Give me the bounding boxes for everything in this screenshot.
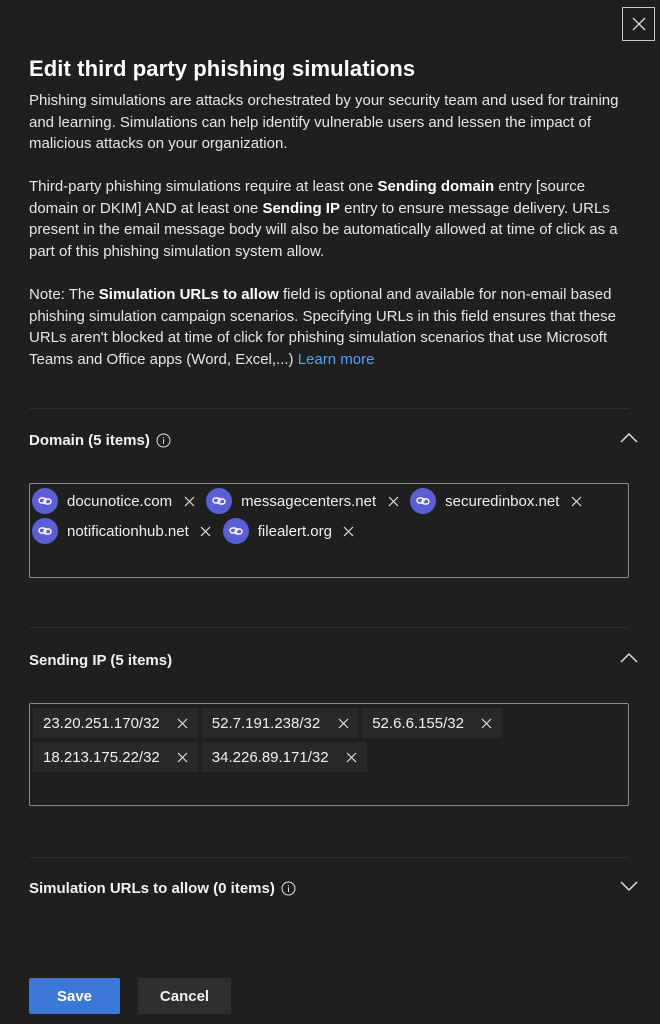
domain-tag: docunotice.com bbox=[32, 487, 200, 515]
simulation-urls-section-label: Simulation URLs to allow (0 items) bbox=[29, 879, 275, 897]
divider bbox=[29, 408, 629, 409]
link-icon bbox=[206, 488, 232, 514]
link-icon bbox=[32, 518, 58, 544]
close-button[interactable] bbox=[622, 7, 655, 41]
domain-input[interactable] bbox=[29, 483, 629, 578]
chevron-down-icon[interactable] bbox=[619, 879, 639, 893]
link-icon bbox=[410, 488, 436, 514]
simulation-urls-term: Simulation URLs to allow bbox=[98, 286, 279, 303]
domain-section-header[interactable] bbox=[29, 425, 639, 455]
remove-tag-icon[interactable] bbox=[345, 750, 359, 764]
domain-tag: filealert.org bbox=[223, 517, 360, 545]
domain-tag: messagecenters.net bbox=[206, 487, 404, 515]
ip-tag: 52.7.191.238/32 bbox=[202, 708, 358, 738]
remove-tag-icon[interactable] bbox=[386, 494, 400, 508]
chevron-up-icon[interactable] bbox=[619, 651, 639, 665]
remove-tag-icon[interactable] bbox=[182, 494, 196, 508]
cancel-button[interactable]: Cancel bbox=[138, 978, 231, 1014]
save-button[interactable]: Save bbox=[29, 978, 120, 1014]
intro-paragraph: Phishing simulations are attacks orchestrated by your security team and used for training and learning. Simulations can help identify vulnerable users and lessen the impact of malicious attacks on your organization. bbox=[29, 92, 619, 152]
note-paragraph: Note: The Simulation URLs to allow field is optional and available for non-email based phishing simulation campaign scenarios. Specifying URLs in this field ensures that these URLs aren't blocked at time of click for phishing simulation scenarios that use Microsoft Teams and Office apps (Word, Excel,...) Learn more bbox=[29, 286, 616, 368]
sending-ip-term: Sending IP bbox=[262, 199, 340, 217]
simulation-urls-section-header[interactable] bbox=[29, 873, 639, 903]
ip-tag: 52.6.6.155/32 bbox=[362, 708, 502, 738]
remove-tag-icon[interactable] bbox=[342, 524, 356, 538]
sending-ip-section-header[interactable] bbox=[29, 645, 639, 675]
sending-ip-input[interactable] bbox=[29, 703, 629, 806]
divider bbox=[29, 857, 629, 858]
requirements-paragraph: Third-party phishing simulations require at least one Sending domain entry [source domain or DKIM] AND at least one Sending IP entry to ensure message delivery. URLs present in the email message body will also be automatically allowed at time of click as a part of this phishing simulation system allow. bbox=[29, 178, 618, 260]
remove-tag-icon[interactable] bbox=[480, 716, 494, 730]
chevron-up-icon[interactable] bbox=[619, 431, 639, 445]
ip-tag: 23.20.251.170/32 bbox=[33, 708, 198, 738]
remove-tag-icon[interactable] bbox=[176, 750, 190, 764]
divider bbox=[29, 627, 629, 628]
remove-tag-icon[interactable] bbox=[569, 494, 583, 508]
ip-tag: 18.213.175.22/32 bbox=[33, 742, 198, 772]
remove-tag-icon[interactable] bbox=[336, 716, 350, 730]
link-icon bbox=[223, 518, 249, 544]
link-icon bbox=[32, 488, 58, 514]
learn-more-link[interactable]: Learn more bbox=[297, 350, 375, 368]
sending-ip-section-label: Sending IP (5 items) bbox=[29, 651, 173, 669]
domain-tag: securedinbox.net bbox=[410, 487, 587, 515]
panel-title: Edit third party phishing simulations bbox=[29, 56, 416, 81]
remove-tag-icon[interactable] bbox=[199, 524, 213, 538]
close-icon bbox=[631, 16, 647, 32]
remove-tag-icon[interactable] bbox=[176, 716, 190, 730]
info-icon[interactable] bbox=[281, 881, 296, 896]
ip-tag: 34.226.89.171/32 bbox=[202, 742, 367, 772]
info-icon[interactable] bbox=[156, 433, 171, 448]
domain-section-label: Domain (5 items) bbox=[29, 431, 150, 449]
sending-domain-term: Sending domain bbox=[377, 178, 495, 195]
domain-tag: notificationhub.net bbox=[32, 517, 217, 545]
